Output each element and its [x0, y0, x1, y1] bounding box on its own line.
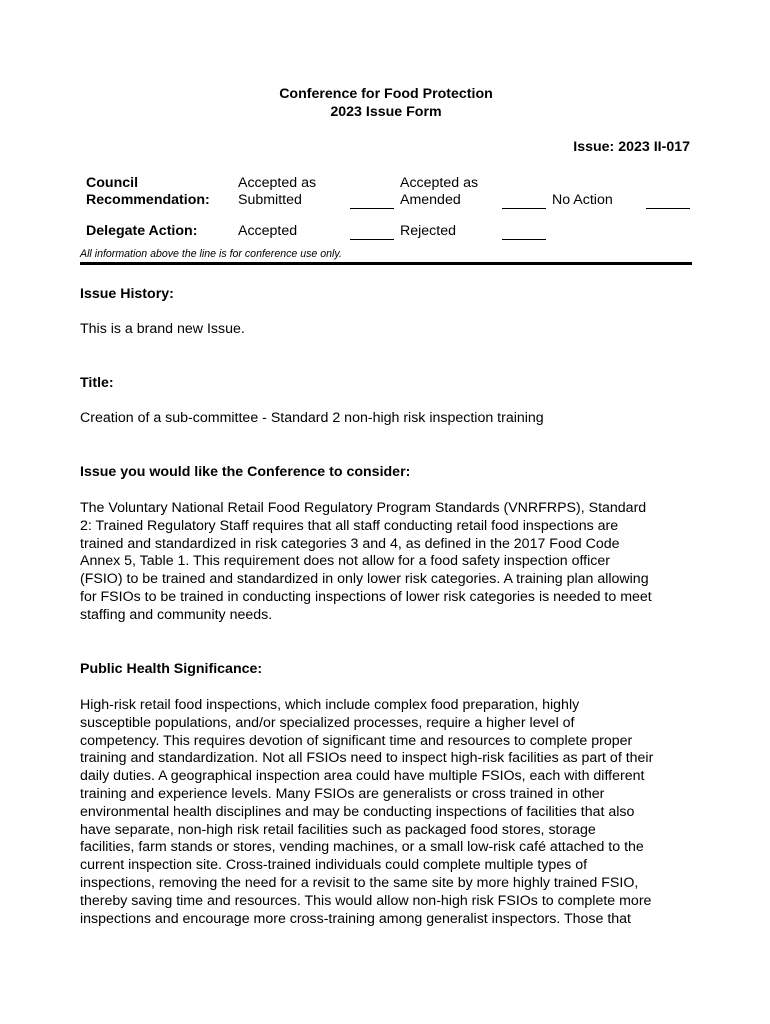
consider-line: 2: Trained Regulatory Staff requires that all staff conducting retail food inspections are [80, 517, 619, 534]
consider-line: Annex 5, Table 1. This requirement does not allow for a food safety inspection officer [80, 553, 610, 570]
delegate-accepted-option: Accepted [238, 223, 298, 239]
issue-number: Issue: 2023 II-017 [573, 139, 690, 155]
delegate-rejected-blank[interactable] [502, 239, 546, 240]
significance-line: facilities, farm stands or stores, vending machines, or a small low-risk café attached to the [80, 839, 644, 856]
significance-heading: Public Health Significance: [80, 661, 263, 677]
accepted-as-submitted-blank[interactable] [350, 208, 394, 209]
issue-history-text: This is a brand new Issue. [80, 321, 245, 337]
consider-line: (FSIO) to be trained and standardized in only lower risk categories. A training plan allowing [80, 571, 649, 588]
council-label-line1: Council [86, 175, 139, 191]
no-action-option: No Action [552, 192, 613, 208]
form-subtitle: 2023 Issue Form [330, 104, 442, 120]
significance-line: training and experience levels. Many FSIOs are generalists or cross trained in other [80, 785, 605, 802]
no-action-blank[interactable] [646, 208, 690, 209]
consider-line: for FSIOs to be trained in conducting inspections of lower risk categories is needed to meet [80, 588, 652, 605]
significance-line: training and standardization. Not all FSIOs need to inspect high-risk facilities as part of their [80, 750, 654, 767]
delegate-rejected-option: Rejected [400, 223, 456, 239]
accepted-as-amended-blank[interactable] [502, 208, 546, 209]
significance-line: environmental health disciplines and may be conducting inspections of facilities that also [80, 803, 635, 820]
form-title: Conference for Food Protection [279, 86, 493, 102]
council-label-line2: Recommendation: [86, 192, 210, 208]
consider-line: trained and standardized in risk categories 3 and 4, as defined in the 2017 Food Code [80, 535, 620, 552]
significance-line: susceptible populations, and/or specialized processes, require a higher level of [80, 714, 575, 731]
delegate-accepted-blank[interactable] [350, 239, 394, 240]
significance-line: have separate, non-high risk retail facilities such as packaged food stores, storage [80, 821, 596, 838]
significance-line: thereby saving time and resources. This would allow non-high risk FSIOs to complete more [80, 892, 652, 909]
significance-line: High-risk retail food inspections, which include complex food preparation, highly [80, 697, 580, 713]
accepted-as-amended-line2: Amended [400, 192, 461, 208]
significance-line: daily duties. A geographical inspection area could have multiple FSIOs, each with different [80, 768, 645, 785]
consider-heading: Issue you would like the Conference to consider: [80, 464, 411, 480]
issue-history-heading: Issue History: [80, 286, 174, 302]
significance-paragraph [80, 697, 692, 928]
significance-line: current inspection site. Cross-trained individuals could complete multiple types of [80, 857, 588, 874]
significance-line: competency. This requires devotion of significant time and resources to complete proper [80, 732, 633, 749]
accepted-as-submitted-line1: Accepted as [238, 175, 317, 191]
accepted-as-amended-line1: Accepted as [400, 175, 479, 191]
conference-use-note: All information above the line is for conference use only. [80, 248, 342, 260]
delegate-action-label: Delegate Action: [86, 223, 198, 239]
title-heading: Title: [80, 375, 114, 391]
consider-paragraph [80, 500, 692, 625]
consider-line: staffing and community needs. [80, 606, 273, 623]
significance-line: inspections, removing the need for a revisit to the same site by more highly trained FSIO, [80, 874, 639, 891]
significance-line: inspections and encourage more cross-training among generalist inspectors. Those that [80, 910, 631, 927]
separator-line [80, 262, 692, 265]
consider-line: The Voluntary National Retail Food Regulatory Program Standards (VNRFRPS), Standard [80, 500, 647, 516]
accepted-as-submitted-line2: Submitted [238, 192, 302, 208]
title-text: Creation of a sub-committee - Standard 2 non-high risk inspection training [80, 410, 544, 426]
